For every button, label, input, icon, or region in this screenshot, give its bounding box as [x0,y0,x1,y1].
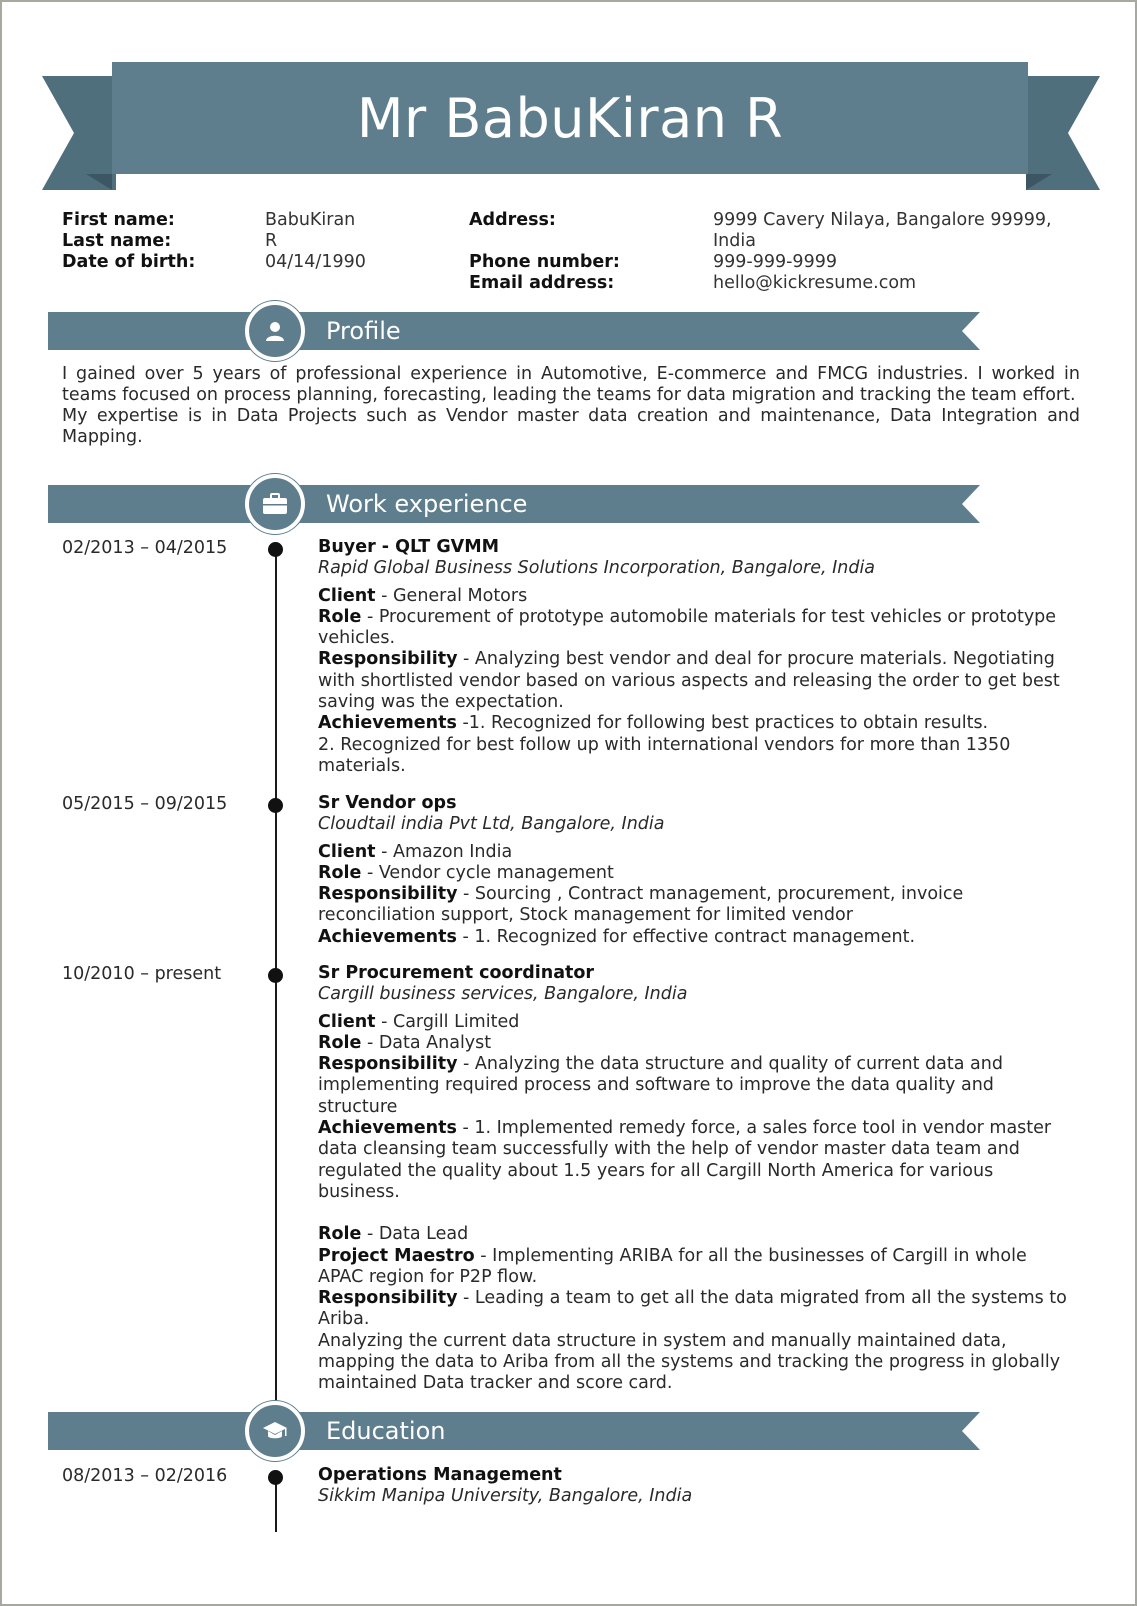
job-role: Role - Procurement of prototype automobile materials for test vehicles or prototype vehicles. [318,606,1057,649]
job-title: Buyer - QLT GVMM [318,537,500,557]
job-date: 10/2010 – present [62,964,222,984]
address-line1: 9999 Cavery Nilaya, Bangalore 99999, [713,210,1052,230]
timeline-dot [268,542,283,557]
profile-section-bar [48,312,980,350]
job-title: Sr Vendor ops [318,793,457,813]
first-name-value: BabuKiran [265,210,356,230]
job-role: Role - Vendor cycle management [318,862,614,883]
profile-text [62,364,1080,448]
timeline-dot [268,1470,283,1485]
ribbon-left-fold [86,174,112,190]
profile-section-title: Profile [326,317,401,345]
job-responsibility-2: Responsibility - Leading a team to get all the data migrated from all the systems to Ariba. [318,1288,1067,1330]
job-achievements: Achievements - 1. Implemented remedy force, a sales force tool in vendor master data cleansing team successfully with the help of vendor master data team and regulated the quality about 1.5 years for all Cargill North America for various business. [318,1118,1052,1202]
phone-label: Phone number: [469,252,620,272]
education-section-title: Education [326,1417,446,1445]
briefcase-icon [245,474,305,534]
education-section-bar [48,1412,980,1450]
ribbon-right-tail [1026,76,1100,190]
dob-value: 04/14/1990 [265,252,366,272]
profile-paragraph-2: My expertise is in Data Projects such as Vendor master data creation and maintenance, Data Integration and Mapping. [62,406,1080,447]
job-responsibility: Responsibility - Analyzing best vendor and deal for procure materials. Negotiating with shortlisted vendor based on various aspects and releasing the order to get best saving was the expectation. [318,649,1060,713]
candidate-name: Mr BabuKiran R [356,86,784,150]
job-title: Sr Procurement coordinator [318,963,595,983]
graduation-cap-icon [245,1401,305,1461]
job-company: Cloudtail india Pvt Ltd, Bangalore, India [318,814,665,835]
timeline-dot [268,798,283,813]
job-company: Cargill business services, Bangalore, India [318,984,688,1005]
ribbon-right-fold [1026,174,1052,190]
dob-label: Date of birth: [62,252,196,272]
work-section-title: Work experience [326,490,528,518]
phone-value: 999-999-9999 [713,252,837,272]
personal-values-right [713,210,1052,294]
email-value: hello@kickresume.com [713,273,917,293]
job-role-2: Role - Data Lead [318,1224,469,1245]
job-responsibility: Responsibility - Analyzing the data structure and quality of current data and implementing required process and software to improve the data quality and structure [318,1054,1003,1117]
address-label: Address: [469,210,556,230]
job-entry [318,793,1068,948]
profile-paragraph-1: I gained over 5 years of professional experience in Automotive, E-commerce and FMCG industries. I worked in teams focused on process planning, forecasting, leading the teams for data migration and tracking the team effort. [62,364,1080,405]
education-degree: Operations Management [318,1465,562,1485]
education-entry [318,1465,1068,1514]
job-company: Rapid Global Business Solutions Incorporation, Bangalore, India [318,558,876,579]
last-name-label: Last name: [62,231,172,251]
job-date: 05/2015 – 09/2015 [62,794,228,814]
job-achievements: Achievements - 1. Recognized for effective contract management. [318,926,916,947]
education-date: 08/2013 – 02/2016 [62,1466,228,1486]
ribbon-left-tail [42,76,116,190]
user-icon [245,301,305,361]
job-responsibility: Responsibility - Sourcing , Contract management, procurement, invoice reconciliation support, Stock management for limited vendor [318,884,964,926]
job-client: Client - Amazon India [318,841,513,862]
job-project: Project Maestro - Implementing ARIBA for all the businesses of Cargill in whole APAC region for P2P flow. [318,1245,1027,1287]
first-name-label: First name: [62,210,175,230]
personal-labels-right [469,210,620,294]
job-client: Client - General Motors [318,585,528,606]
education-institution: Sikkim Manipa University, Bangalore, India [318,1486,693,1507]
address-line2: India [713,231,756,251]
job-entry [318,963,1068,1395]
job-client: Client - Cargill Limited [318,1011,520,1032]
timeline-dot [268,968,283,983]
job-entry [318,537,1068,777]
job-achievements: Achievements -1. Recognized for following best practices to obtain results. [318,713,989,734]
header-ribbon [112,62,1028,174]
job-achievement-2: 2. Recognized for best follow up with international vendors for more than 1350 materials. [318,734,1011,776]
personal-labels-left [62,210,195,273]
personal-values-left [265,210,366,273]
job-role: Role - Data Analyst [318,1032,492,1053]
job-extra: Analyzing the current data structure in system and manually maintained data, mapping the data to Ariba from all the systems and tracking the progress in globally maintained Data tracker and score card. [318,1330,1061,1394]
last-name-value: R [265,231,278,251]
job-date: 02/2013 – 04/2015 [62,538,228,558]
email-label: Email address: [469,273,615,293]
